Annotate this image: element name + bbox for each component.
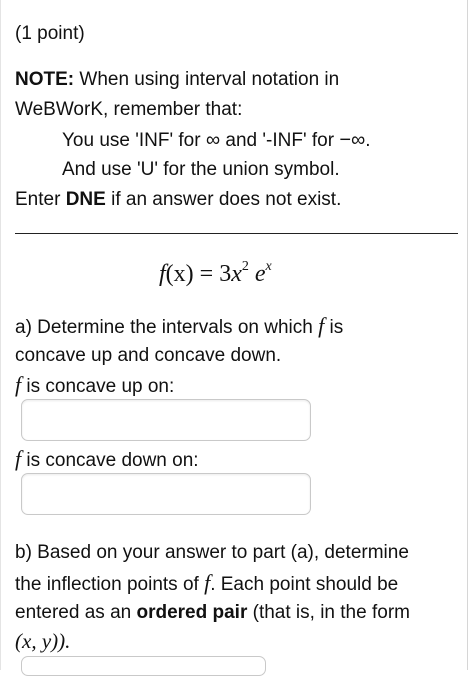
note-text-1: When using interval notation in (74, 69, 340, 90)
formula-f: f (159, 261, 166, 287)
part-a-question: a) Determine the intervals on which (15, 317, 319, 338)
part-a-line-2: concave up and concave down. (15, 345, 282, 366)
function-formula (159, 254, 272, 289)
inflection-points-input[interactable] (21, 656, 266, 676)
concave-up-text: is concave up on: (21, 376, 175, 397)
ordered-pair-keyword: ordered pair (136, 602, 248, 623)
concave-up-label (15, 373, 174, 399)
formula-eq: = 3 (193, 261, 232, 287)
formula-x: x (231, 261, 242, 287)
concave-down-label (15, 447, 199, 473)
part-a-f: f (318, 313, 325, 338)
divider (15, 233, 458, 234)
part-b-f: f (204, 570, 211, 595)
part-b-line-4: (x, y)). (15, 629, 71, 653)
formula-arg: (x) (165, 261, 194, 287)
note-neginf-text: and '-INF' for (220, 130, 340, 151)
note-line-3 (62, 128, 371, 153)
concave-down-f: f (15, 446, 22, 471)
concave-up-f: f (15, 372, 22, 397)
part-b-inflection-text: the inflection points of (15, 574, 205, 595)
dne-keyword: DNE (65, 189, 106, 210)
part-b-form-text: (that is, in the form (247, 602, 410, 623)
formula-x-exponent: 2 (241, 259, 249, 274)
part-b-line-3 (15, 601, 410, 625)
part-a-is: is (324, 317, 344, 338)
concave-up-input[interactable] (21, 399, 311, 441)
note-inf-text: You use 'INF' for (62, 130, 206, 151)
points-label: (1 point) (15, 23, 85, 44)
note-line-4: And use 'U' for the union symbol. (62, 159, 340, 180)
part-b-each-point: . Each point should be (210, 574, 399, 595)
part-b-line-1: b) Based on your answer to part (a), determine (15, 542, 409, 563)
part-b-line-2 (15, 571, 398, 597)
note-label: NOTE: (15, 69, 75, 90)
concave-down-input[interactable] (21, 473, 311, 515)
formula-e-exponent: x (265, 259, 272, 274)
part-a-line-1 (15, 314, 343, 340)
note-period: . (365, 130, 371, 151)
part-b-entered-as: entered as an (15, 602, 137, 623)
negative-infinity-symbol: −∞ (339, 129, 366, 151)
note-line-5 (15, 188, 341, 212)
infinity-symbol: ∞ (205, 129, 221, 151)
note-line-2: WeBWorK, remember that: (15, 99, 243, 120)
note-dne-text: if an answer does not exist. (105, 189, 342, 210)
note-line-1 (15, 68, 339, 92)
concave-down-text: is concave down on: (21, 450, 199, 471)
formula-e: e (248, 261, 266, 287)
note-enter-text: Enter (15, 189, 66, 210)
